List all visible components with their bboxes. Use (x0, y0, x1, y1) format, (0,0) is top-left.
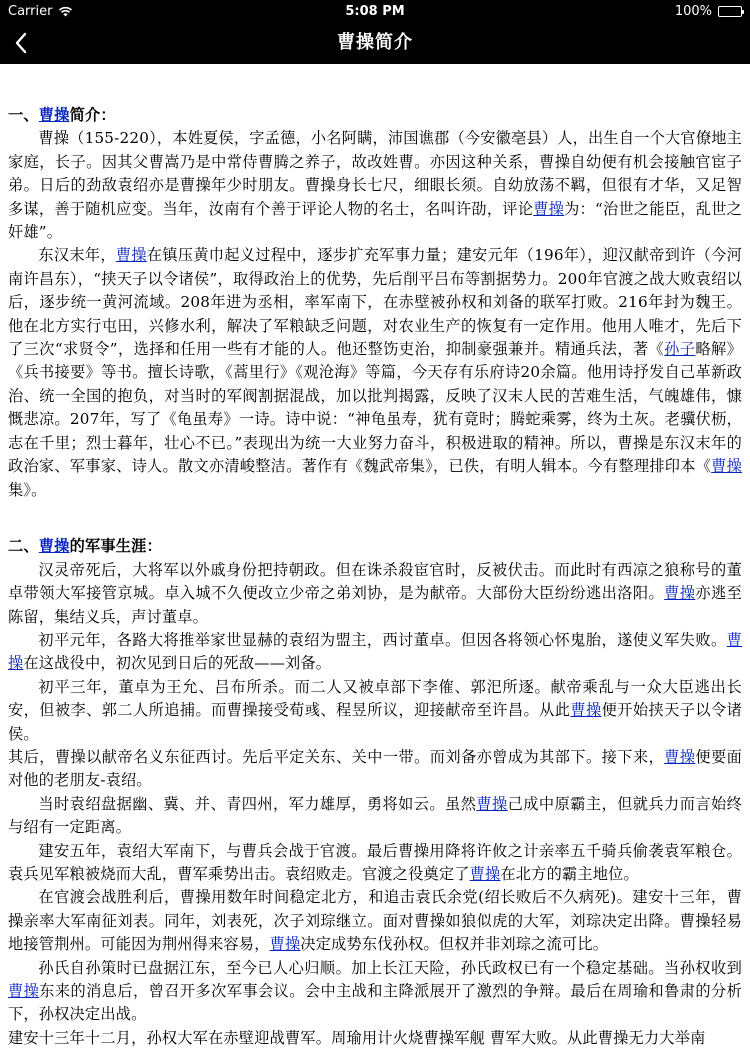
paragraph-text: 曹操（155-220），本姓夏侯，字孟德，小名阿瞒，沛国谯郡（今安徽亳县）人，出生自一个大官僚地主家庭，长子。因其父曹嵩乃是中常侍曹腾之养子，故改姓曹。亦因这种关系，曹操自幼便有机会接触官宦子弟。日后的劲敌袁绍亦是曹操年少时朋友。曹操身长七尺，细眼长须。自幼放荡不羁，但很有才华，又足智多谋，善于随机应变。当年，汝南有个善于评论人物的名士，名叫许劭，评论 (8, 129, 742, 218)
article-paragraph (8, 957, 742, 1027)
paragraph-text: 在镇压黄巾起义过程中，逐步扩充军事力量；建安元年（196年），迎汉献帝到许（今河南许昌东），“挟天子以令诸侯”，取得政治上的优势，先后削平吕布等割据势力。200年官渡之战大败袁绍以后，逐步统一黄河流域。208年进为丞相，率军南下，在赤壁被孙权和刘备的联军打败。216年封为魏王。他在北方实行屯田，兴修水利，解决了军粮缺乏问题，对农业生产的恢复有一定作用。他用人唯才，先后下了三次“求贤令”，选择和任用一些有才能的人。他还整饬吏治，抑制豪强兼并。精通兵法，著《 (8, 246, 743, 359)
paragraph-text: 在这战役中，初次见到日后的死敌——刘备。 (23, 654, 332, 673)
keyword-link[interactable]: 曹操 (8, 982, 40, 1001)
article-paragraph (8, 127, 742, 244)
paragraph-text: 集》。 (8, 480, 47, 499)
paragraph-text: 略解》《兵书接要》等书。擅长诗歌，《蒿里行》《观沧海》等篇，今天存有乐府诗20余篇。他用诗抒发自己革新政治、统一全国的抱负，对当时的军阀割据混战，加以批判揭露，反映了汉末人民的苦难生活，气魄雄伟，慷慨悲凉。207年，写了《龟虽寿》一诗。诗中说：“神龟虽寿，犹有竟时；腾蛇乘雾，终为土灰。老骥伏枥，志在千里；烈士暮年，壮心不已。”表现出为统一大业努力奋斗，积极进取的精神。所以，曹操是东汉末年的政治家、军事家、诗人。散文亦清峻整洁。著作有《魏武帝集》，已佚，有明人辑本。今有整理排印本《 (8, 340, 742, 476)
article-paragraph (8, 1027, 742, 1050)
battery-group (675, 4, 742, 19)
paragraph-text: 当时袁绍盘据幽、冀、并、青四州，军力雄厚，勇将如云。虽然 (38, 794, 477, 813)
status-time: 5:08 PM (345, 3, 405, 19)
keyword-link[interactable]: 曹操 (664, 584, 696, 603)
article-paragraph (8, 629, 742, 676)
keyword-link[interactable]: 曹操 (469, 864, 501, 883)
paragraph-text: 汉灵帝死后，大将军以外戚身份把持朝政。但在诛杀殺宦官时，反被伏击。而此时有西凉之狼称号的董卓带领大军接管京城。卓入城不久便改立少帝之弟刘协，是为献帝。大部份大臣纷纷逃出洛阳。 (8, 560, 742, 603)
battery-icon (718, 6, 742, 17)
keyword-link[interactable]: 曹操 (664, 747, 696, 766)
paragraph-text: 其后，曹操以献帝名义东征西讨。先后平定关东、关中一带。而刘备亦曾成为其部下。接下来， (8, 747, 665, 766)
article-content[interactable] (0, 64, 750, 1047)
heading-keyword-link[interactable]: 曹操 (38, 537, 70, 556)
carrier-label: Carrier (8, 3, 53, 19)
keyword-link[interactable]: 孙子 (664, 340, 696, 359)
heading-number: 二、 (8, 537, 39, 556)
article-paragraph (8, 840, 742, 887)
heading-text: 简介： (69, 106, 116, 124)
heading-text: 的军事生涯： (69, 537, 162, 556)
battery-percent: 100% (674, 3, 712, 19)
keyword-link[interactable]: 曹操 (269, 935, 301, 954)
navigation-bar (0, 22, 750, 64)
keyword-link[interactable]: 曹操 (533, 199, 565, 218)
paragraph-text: 建安五年，袁绍大军南下，与曹兵会战于官渡。最后曹操用降将许攸之计亲率五千骑兵偷袭袁军粮仓。袁兵见军粮被烧而大乱，曹军乘势出击。袁绍败走。官渡之役奠定了 (8, 841, 742, 883)
article-paragraph (8, 676, 742, 746)
paragraph-text: 东来的消息后，曾召开多次军事会议。会中主战和主降派展开了激烈的争辩。最后在周瑜和鲁肃的分析下，孙权决定出战。 (8, 982, 742, 1024)
keyword-link[interactable]: 曹操 (8, 630, 742, 673)
heading-number: 一、 (8, 106, 39, 124)
keyword-link[interactable]: 曹操 (115, 246, 147, 265)
section-spacer (8, 502, 742, 525)
nav-title: 曹操简介 (337, 32, 413, 53)
keyword-link[interactable]: 曹操 (570, 701, 602, 720)
paragraph-text: 便开始挟天子以令诸侯。 (8, 701, 742, 743)
paragraph-text: 为：“治世之能臣，乱世之奸雄”。 (8, 199, 742, 242)
paragraph-text: 孙氏自孙策时已盘据江东，至今已人心归顺。加上长江天险，孙氏政权已有一个稳定基础。当孙权收到 (38, 958, 742, 977)
keyword-link[interactable]: 曹操 (476, 794, 508, 813)
paragraph-text: 便要面对他的老朋友-袁绍。 (8, 747, 742, 790)
paragraph-text: 己成中原霸主，但就兵力而言始终与绍有一定距离。 (8, 794, 743, 837)
paragraph-text: 在官渡会战胜利后，曹操用数年时间稳定北方，和追击袁氏余党(绍长败后不久病死)。建安十三年，曹操亲率大军南征刘表。同年，刘表死，次子刘琮继立。面对曹操如狼似虎的大军，刘琮决定出降。曹操轻易地接管荆州。可能因为荆州得来容易， (8, 888, 742, 954)
paragraph-text: 初平元年，各路大将推举家世显赫的袁绍为盟主，西讨董卓。但因各将领心怀鬼胎，遂使义军失败。 (38, 630, 727, 649)
article-paragraph (8, 886, 742, 956)
paragraph-text: 建安十三年十二月，孙权大军在赤壁迎战曹军。周瑜用计火烧曹操军舰 曹军大败。从此曹操无力大举南 (8, 1028, 706, 1047)
heading-keyword-link[interactable]: 曹操 (38, 106, 70, 124)
article-paragraph (8, 559, 742, 629)
section-heading (8, 535, 742, 558)
keyword-link[interactable]: 曹操 (711, 457, 742, 476)
article-paragraph (8, 746, 742, 793)
section-heading (8, 104, 742, 127)
paragraph-text: 东汉末年， (38, 246, 116, 265)
paragraph-text: 初平三年，董卓为王允、吕布所杀。而二人又被卓部下李傕、郭汜所逐。献帝乘乱与一众大臣逃出长安，但被李、郭二人所追捕。而曹操接受荀彧、程昱所议，迎接献帝至许昌。从此 (8, 677, 742, 720)
paragraph-text: 亦逃至陈留，集结义兵，声讨董卓。 (8, 584, 742, 626)
paragraph-text: 决定成势东伐孙权。但权并非刘琮之流可比。 (300, 935, 609, 954)
status-bar (0, 0, 750, 22)
paragraph-text: 在北方的霸主地位。 (500, 864, 639, 883)
article-paragraph (8, 793, 742, 840)
article-paragraph (8, 244, 742, 501)
